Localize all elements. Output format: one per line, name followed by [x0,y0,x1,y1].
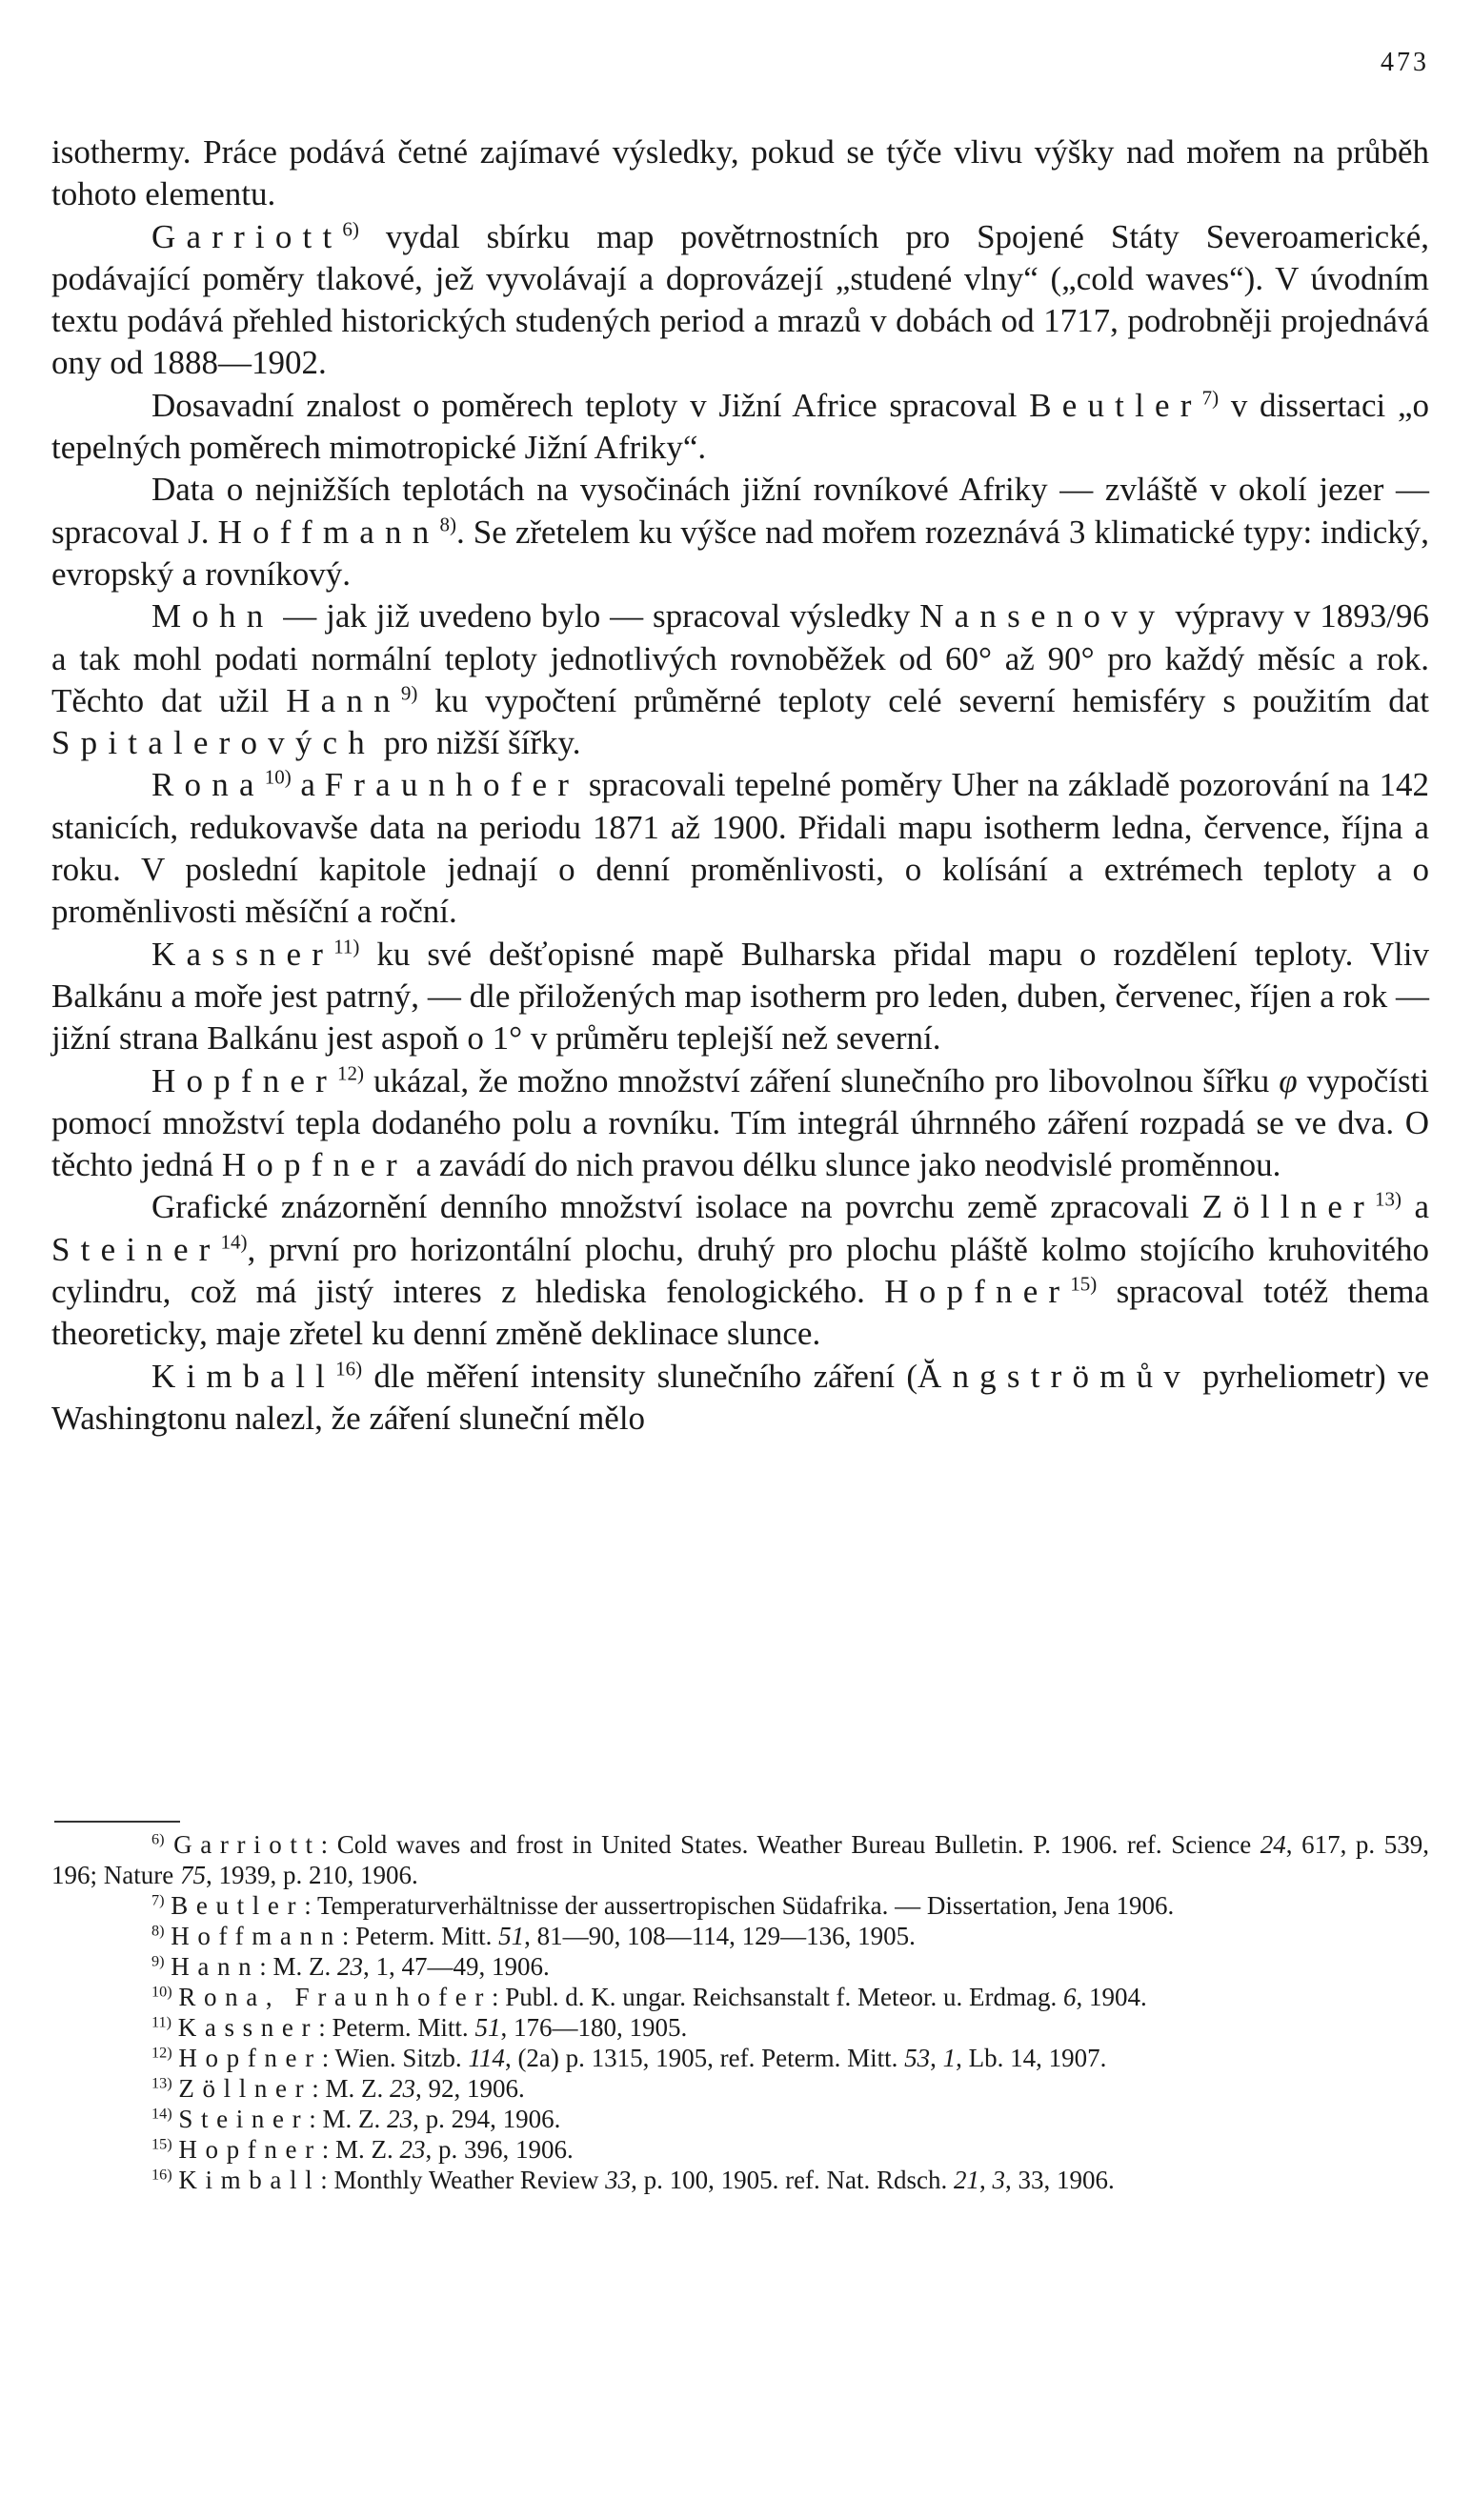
author-name: Hann [286,681,401,719]
footnote [51,1921,1429,1951]
text-run: a [291,766,325,804]
footnote-ref: 7) [1201,386,1220,410]
italic-text: 21 [954,2166,980,2194]
paragraph [51,131,1429,216]
paragraph [51,595,1429,764]
italic-text: 23 [387,2105,413,2133]
text-run: pro nižší šířky. [375,724,581,762]
author-name: Nansenovy [919,597,1166,635]
footnote-ref: 11) [151,2013,171,2031]
author-name: Mohn [151,597,274,635]
author-name: Kassner [177,2013,319,2042]
text-run: , 33, 1906. [1005,2166,1115,2194]
footnote [51,2165,1429,2195]
text-run: Data o nejnižších teplotách na vysočinách jižní rovníkové Afriky — zvláště v okolí jezer — spracoval J. [51,471,1429,551]
author-name: Hopfner [178,2135,322,2164]
italic-text: 6 [1062,1983,1077,2011]
footnote [51,2012,1429,2043]
text-run: : M. Z. [312,2074,391,2103]
footnote-ref: 9) [400,681,418,705]
text-run: — jak již uvedeno bylo — spracoval výsledky [273,597,920,635]
text-run: Dosavadní znalost o poměrech teploty v Jižní Africe spracoval [151,386,1030,424]
footnote-ref: 11) [333,935,360,958]
footnote [51,1951,1429,1982]
text-run [171,2013,178,2042]
author-name: Rona [151,766,265,804]
footnote-ref: 14) [151,2105,172,2123]
text-run: : Temperaturverhältnisse der aussertropischen Südafrika. — Dissertation, Jena 1906. [304,1891,1175,1920]
footnote-ref: 14) [220,1230,248,1254]
italic-text: 24 [1260,1830,1286,1859]
text-run: , první pro horizontální plochu, druhý pro plochu pláště kolmo stojícího kruhovitého cylindru, což má jistý interes z hlediska fenologického. [51,1230,1429,1311]
author-name: Hopfner [178,2044,322,2072]
paragraph [51,1060,1429,1187]
footnote-ref: 16) [335,1357,363,1381]
author-name: Hopfner [151,1061,338,1099]
text-run: spracoval totéž thema theoreticky, maje zřetel ku denní změně deklinace slunce. [51,1273,1429,1353]
author-name: Garriott [151,217,343,255]
italic-text: 23 [390,2074,416,2103]
text-run: dle měření intensity slunečního záření ( [362,1357,917,1395]
italic-text: φ [1279,1061,1298,1099]
text-run: , (2a) p. 1315, 1905, ref. Peterm. Mitt. [504,2044,905,2072]
italic-text: 53 [904,2044,931,2072]
footnote-ref: 12) [151,2044,172,2062]
italic-text: 114 [468,2044,505,2072]
footnote [51,1982,1429,2012]
text-run [164,1830,173,1859]
text-run: : M. Z. [309,2105,388,2133]
author-name: Ăngströmův [917,1357,1191,1395]
footnote-ref: 9) [151,1952,165,1970]
author-name: Hann [171,1952,260,1981]
text-run: , p. 100, 1905. ref. Nat. Rdsch. [631,2166,955,2194]
text-run: vypočísti pomocí množství tepla dodaného polu a rovníku. Tím integrál úhrnného záření rozpadá se ve dva. O těchto jedná [51,1061,1430,1184]
footnote-ref: 6) [151,1830,165,1848]
text-run: : Peterm. Mitt. [318,2013,475,2042]
text-run: : Peterm. Mitt. [341,1922,499,1950]
text-run: ku své dešťopisné mapě Bulharska přidal mapu o rozdělení teploty. Vliv Balkánu a moře jest patrný, — dle přiložených map isotherm pro leden, duben, červenec, říjen a rok — jižní strana Balkánu jest aspoň o 1° v průměru teplejší než severní. [51,935,1429,1058]
footnote [51,2043,1429,2073]
author-name: Kassner [151,935,334,973]
text-run: , [979,2166,993,2194]
author-name: Hoffmann [217,513,440,551]
footnote-ref: 15) [151,2135,172,2153]
author-name: Garriott [173,1830,321,1859]
author-name: Rona, Fraunhofer [178,1983,493,2011]
text-run: v dissertaci „o tepelných poměrech mimotropické Jižní Afriky“. [51,386,1429,467]
text-run: , 92, 1906. [415,2074,525,2103]
footnote-ref: 10) [264,765,292,789]
text-run: ukázal, že možno množství záření slunečního pro libovolnou šířku [364,1061,1280,1099]
italic-text: 23 [399,2135,426,2164]
text-run: a [1401,1188,1429,1226]
text-run: . Se zřetelem ku výšce nad mořem rozeznává 3 klimatické typy: indický, evropský a rovníkový. [51,513,1429,593]
footnote-ref: 8) [439,513,456,536]
text-run: : Publ. d. K. ungar. Reichsanstalt f. Meteor. u. Erdmag. [492,1983,1063,2011]
author-name: Beutler [1029,386,1202,424]
italic-text: 23 [337,1952,364,1981]
footnote [51,2134,1429,2165]
author-name: Spitalerových [51,724,375,762]
text-run: , Lb. 14, 1907. [956,2044,1107,2072]
author-name: Fraunhofer [324,766,580,804]
footnote-ref: 6) [342,217,359,240]
text-run: ku vypočtení průměrné teploty celé severní hemisféry s použitím dat [417,681,1429,719]
footnote-ref: 13) [151,2074,172,2092]
paragraph [51,1186,1429,1355]
page-number: 473 [1381,48,1429,77]
italic-text: 3 [992,2166,1006,2194]
text-run: , 617, p. 539, 196; Nature [51,1830,1430,1889]
italic-text: 51 [498,1922,525,1950]
text-run: a zavádí do nich pravou délku slunce jako neodvislé proměnnou. [407,1146,1281,1184]
footnote-ref: 7) [151,1891,165,1909]
text-run: : M. Z. [321,2135,400,2164]
text-run: spracovali tepelné poměry Uher na základě pozorování na 142 stanicích, redukovavše data na periodu 1871 až 1900. Přidali mapu isotherm ledna, července, října a roku. V poslední kapitole jednají o denní proměnlivosti, o kolísání a extrémech teploty a o proměnlivosti měsíční a roční. [51,766,1429,931]
text-run: , 1939, p. 210, 1906. [205,1861,418,1889]
italic-text: 51 [474,2013,501,2042]
text-run: pyrheliometr) ve Washingtonu nalezl, že záření sluneční mělo [51,1357,1430,1437]
text-run: , p. 294, 1906. [413,2105,561,2133]
footnote-ref: 13) [1375,1187,1401,1211]
text-run: , 1, 47—49, 1906. [363,1952,550,1981]
footnote-ref: 10) [151,1983,172,2001]
paragraph [51,469,1429,595]
author-name: Hoffmann [171,1922,342,1950]
text-run: isothermy. Práce podává četné zajímavé výsledky, pokud se týče vlivu výšky nad mořem na průběh tohoto elementu. [51,133,1429,213]
text-run: , 1904. [1076,1983,1147,2011]
text-run: , 81—90, 108—114, 129—136, 1905. [524,1922,916,1950]
italic-text: 1 [942,2044,957,2072]
footnote [51,2104,1429,2134]
text-run: : Cold waves and frost in United States. Weather Bureau Bulletin. P. 1906. ref. Science [320,1830,1260,1859]
text-run: vydal sbírku map povětrnostních pro Spojené Státy Severoamerické, podávající poměry tlakové, jež vyvolávají a doprovázejí „studené vlny“ („cold waves“). V úvodním textu podává přehled historických studených period a mrazů v dobách od 1717, podrobněji projednává ony od 1888—1902. [51,217,1429,382]
author-name: Kimball [178,2166,321,2194]
text-run: , [930,2044,943,2072]
text-run: výpravy v 1893/96 a tak mohl podati normální teploty jednotlivých rovnoběžek od 60° až 90° pro každý měsíc a rok. Těchto dat užil [51,597,1429,719]
paragraph [51,216,1429,385]
author-name: Hopfner [884,1273,1071,1311]
footnote-ref: 12) [337,1060,365,1084]
text-run: : Monthly Weather Review [320,2166,606,2194]
footnote [51,1890,1429,1921]
italic-text: 33 [605,2166,632,2194]
author-name: Hopfner [221,1146,408,1184]
paragraph [51,934,1429,1060]
author-name: Zöllner [178,2074,313,2103]
author-name: Kimball [151,1357,336,1395]
author-name: Steiner [178,2105,310,2133]
author-name: Steiner [51,1230,221,1268]
footnote [51,1829,1429,1890]
footnote-separator [54,1821,180,1823]
text-run: , 176—180, 1905. [500,2013,688,2042]
footnote-ref: 8) [151,1922,165,1940]
paragraph [51,764,1429,933]
footnote [51,2073,1429,2104]
text-run: : M. Z. [259,1952,338,1981]
author-name: Beutler [171,1891,305,1920]
text-run: , p. 396, 1906. [425,2135,574,2164]
paragraph [51,1356,1429,1441]
footnotes [51,1829,1429,2195]
footnote-ref: 15) [1070,1272,1098,1296]
paragraph [51,385,1429,470]
italic-text: 75 [179,1861,206,1889]
author-name: Zöllner [1201,1188,1375,1226]
footnote-ref: 16) [151,2166,172,2184]
main-text [51,131,1429,1440]
text-run: Grafické znázornění denního množství isolace na povrchu země zpracovali [151,1188,1202,1226]
text-run: : Wien. Sitzb. [321,2044,469,2072]
